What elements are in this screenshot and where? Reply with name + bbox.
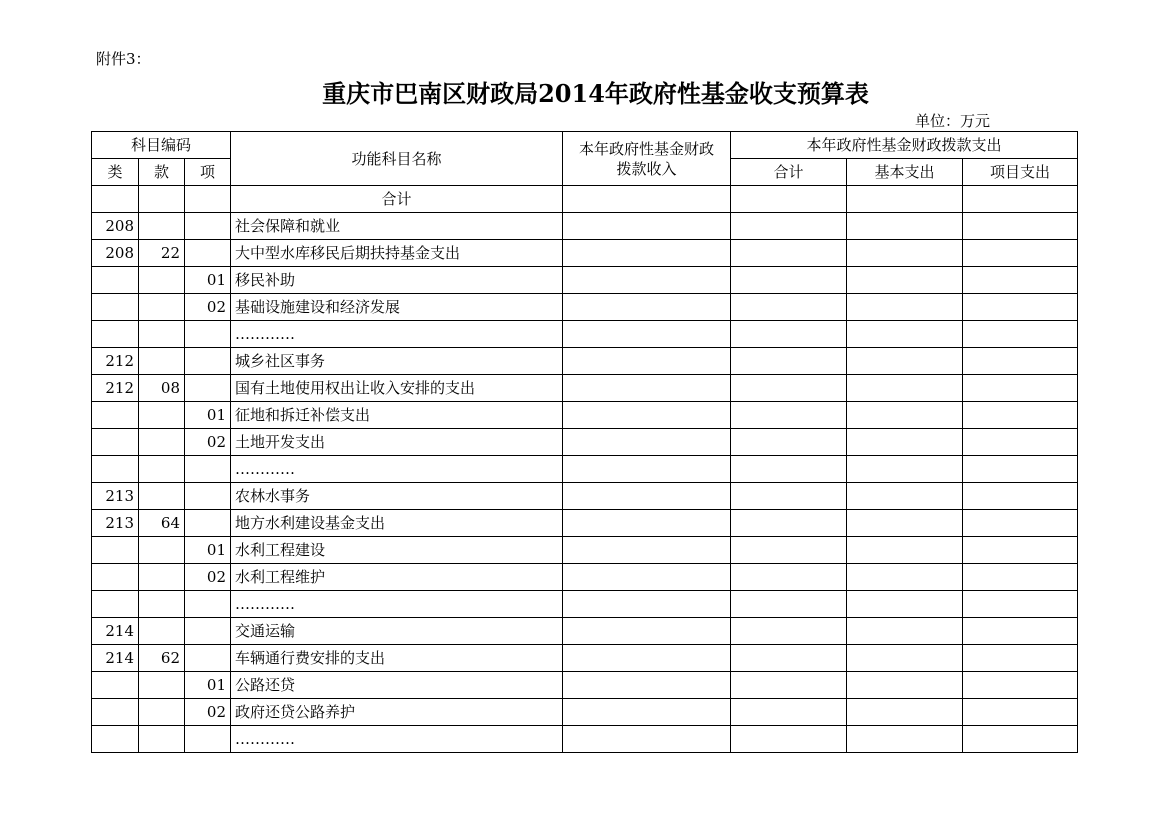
cell-xiang: 01 (185, 672, 231, 699)
cell-name: 基础设施建设和经济发展 (231, 294, 563, 321)
cell-basic (847, 375, 963, 402)
page-title: 重庆市巴南区财政局2014年政府性基金收支预算表 (322, 79, 869, 108)
cell-lei (92, 699, 139, 726)
unit-label: 单位：万元 (915, 112, 991, 130)
cell-lei (92, 537, 139, 564)
cell-project (963, 267, 1078, 294)
cell-kuan (139, 537, 185, 564)
total-row (92, 186, 1078, 213)
cell-project (963, 294, 1078, 321)
table-row (92, 402, 1078, 429)
cell-lei (92, 267, 139, 294)
cell-xiang: 02 (185, 429, 231, 456)
cell-kuan (139, 699, 185, 726)
cell-income (563, 726, 731, 753)
header-row-1 (92, 132, 1078, 159)
table-row (92, 213, 1078, 240)
header-name: 功能科目名称 (231, 132, 563, 186)
cell (185, 186, 231, 213)
table-row (92, 429, 1078, 456)
budget-table (91, 131, 1078, 753)
header-project: 项目支出 (963, 159, 1078, 186)
cell-project (963, 537, 1078, 564)
cell-lei (92, 294, 139, 321)
cell-total (731, 240, 847, 267)
cell-xiang (185, 213, 231, 240)
cell-basic (847, 483, 963, 510)
attachment-label: 附件3： (96, 50, 151, 68)
cell-total (731, 267, 847, 294)
header-xiang: 项 (185, 159, 231, 186)
cell-name: 车辆通行费安排的支出 (231, 645, 563, 672)
cell-xiang (185, 726, 231, 753)
cell-lei (92, 429, 139, 456)
cell-project (963, 618, 1078, 645)
cell-basic (847, 537, 963, 564)
cell-project (963, 321, 1078, 348)
cell-lei: 214 (92, 618, 139, 645)
cell-total (731, 483, 847, 510)
cell-kuan (139, 402, 185, 429)
cell-project (963, 402, 1078, 429)
cell-lei (92, 726, 139, 753)
cell-project (963, 213, 1078, 240)
cell-total (731, 537, 847, 564)
cell-xiang: 01 (185, 267, 231, 294)
cell (963, 186, 1078, 213)
cell-income (563, 591, 731, 618)
cell-kuan: 08 (139, 375, 185, 402)
cell-project (963, 645, 1078, 672)
cell-kuan (139, 726, 185, 753)
cell-kuan (139, 348, 185, 375)
cell-income (563, 429, 731, 456)
table-row (92, 699, 1078, 726)
cell-lei: 208 (92, 240, 139, 267)
cell-project (963, 240, 1078, 267)
header-lei: 类 (92, 159, 139, 186)
cell-income (563, 267, 731, 294)
cell-lei (92, 672, 139, 699)
cell-income (563, 510, 731, 537)
header-income: 本年政府性基金财政拨款收入 (563, 132, 731, 186)
cell-xiang: 01 (185, 402, 231, 429)
cell-kuan: 22 (139, 240, 185, 267)
cell-name: 国有土地使用权出让收入安排的支出 (231, 375, 563, 402)
cell-lei: 212 (92, 348, 139, 375)
cell-lei: 213 (92, 510, 139, 537)
cell-income (563, 456, 731, 483)
table-row (92, 564, 1078, 591)
cell-basic (847, 672, 963, 699)
header-total: 合计 (731, 159, 847, 186)
cell-income (563, 375, 731, 402)
cell-basic (847, 699, 963, 726)
cell (731, 186, 847, 213)
cell-income (563, 483, 731, 510)
header-expense-group: 本年政府性基金财政拨款支出 (731, 132, 1078, 159)
cell-income (563, 564, 731, 591)
cell-project (963, 510, 1078, 537)
cell (92, 186, 139, 213)
cell (563, 186, 731, 213)
cell-lei: 213 (92, 483, 139, 510)
table-row (92, 240, 1078, 267)
cell-name: 政府还贷公路养护 (231, 699, 563, 726)
cell-kuan (139, 672, 185, 699)
cell-xiang (185, 321, 231, 348)
cell-income (563, 321, 731, 348)
table-row (92, 375, 1078, 402)
table-row (92, 321, 1078, 348)
cell-income (563, 213, 731, 240)
cell-lei (92, 321, 139, 348)
cell-xiang: 02 (185, 294, 231, 321)
cell-lei: 214 (92, 645, 139, 672)
cell-kuan (139, 321, 185, 348)
cell-lei (92, 564, 139, 591)
cell-kuan: 64 (139, 510, 185, 537)
cell-xiang (185, 240, 231, 267)
cell-basic (847, 294, 963, 321)
cell-name: 农林水事务 (231, 483, 563, 510)
cell-total (731, 456, 847, 483)
cell-basic (847, 645, 963, 672)
cell-kuan (139, 267, 185, 294)
cell-lei (92, 402, 139, 429)
cell-name: 水利工程建设 (231, 537, 563, 564)
cell-income (563, 618, 731, 645)
cell-lei: 212 (92, 375, 139, 402)
cell-name: ………… (231, 321, 563, 348)
cell-project (963, 375, 1078, 402)
cell-total (731, 294, 847, 321)
cell-total (731, 726, 847, 753)
cell-total (731, 429, 847, 456)
cell-kuan (139, 429, 185, 456)
cell-project (963, 348, 1078, 375)
cell-project (963, 726, 1078, 753)
cell-name: ………… (231, 726, 563, 753)
cell-income (563, 537, 731, 564)
cell (847, 186, 963, 213)
total-row-label: 合计 (231, 186, 563, 213)
cell-basic (847, 726, 963, 753)
cell-basic (847, 591, 963, 618)
cell-kuan: 62 (139, 645, 185, 672)
table-row (92, 510, 1078, 537)
cell-income (563, 699, 731, 726)
cell-project (963, 429, 1078, 456)
cell-total (731, 402, 847, 429)
cell-xiang (185, 375, 231, 402)
cell-xiang (185, 348, 231, 375)
table-row (92, 456, 1078, 483)
cell-project (963, 591, 1078, 618)
cell-total (731, 591, 847, 618)
cell-basic (847, 429, 963, 456)
table-row (92, 726, 1078, 753)
cell-kuan (139, 618, 185, 645)
cell (139, 186, 185, 213)
cell-name: 交通运输 (231, 618, 563, 645)
cell-total (731, 321, 847, 348)
cell-name: 地方水利建设基金支出 (231, 510, 563, 537)
cell-name: ………… (231, 591, 563, 618)
cell-xiang (185, 456, 231, 483)
table-row (92, 672, 1078, 699)
table-row (92, 591, 1078, 618)
cell-xiang (185, 645, 231, 672)
cell-total (731, 348, 847, 375)
cell-basic (847, 564, 963, 591)
cell-income (563, 645, 731, 672)
cell-project (963, 483, 1078, 510)
cell-income (563, 402, 731, 429)
cell-name: ………… (231, 456, 563, 483)
cell-xiang: 02 (185, 699, 231, 726)
cell-name: 公路还贷 (231, 672, 563, 699)
header-kuan: 款 (139, 159, 185, 186)
cell-basic (847, 402, 963, 429)
cell-kuan (139, 294, 185, 321)
cell-project (963, 564, 1078, 591)
cell-income (563, 672, 731, 699)
table-row (92, 645, 1078, 672)
cell-kuan (139, 564, 185, 591)
cell-xiang (185, 618, 231, 645)
cell-total (731, 645, 847, 672)
table-row (92, 537, 1078, 564)
table-row (92, 483, 1078, 510)
cell-total (731, 699, 847, 726)
cell-kuan (139, 456, 185, 483)
header-code-group: 科目编码 (92, 132, 231, 159)
cell-xiang (185, 510, 231, 537)
cell-total (731, 618, 847, 645)
cell-total (731, 375, 847, 402)
table-row (92, 618, 1078, 645)
cell-xiang (185, 483, 231, 510)
cell-name: 水利工程维护 (231, 564, 563, 591)
cell-kuan (139, 591, 185, 618)
cell-name: 土地开发支出 (231, 429, 563, 456)
cell-income (563, 348, 731, 375)
cell-name: 城乡社区事务 (231, 348, 563, 375)
cell-basic (847, 321, 963, 348)
cell-basic (847, 213, 963, 240)
cell-lei (92, 591, 139, 618)
cell-lei: 208 (92, 213, 139, 240)
cell-kuan (139, 213, 185, 240)
cell-project (963, 672, 1078, 699)
cell-name: 大中型水库移民后期扶持基金支出 (231, 240, 563, 267)
cell-lei (92, 456, 139, 483)
cell-total (731, 510, 847, 537)
cell-basic (847, 267, 963, 294)
cell-basic (847, 618, 963, 645)
cell-basic (847, 348, 963, 375)
cell-name: 社会保障和就业 (231, 213, 563, 240)
cell-xiang: 02 (185, 564, 231, 591)
cell-income (563, 240, 731, 267)
cell-project (963, 699, 1078, 726)
cell-total (731, 213, 847, 240)
cell-name: 移民补助 (231, 267, 563, 294)
cell-xiang: 01 (185, 537, 231, 564)
header-basic: 基本支出 (847, 159, 963, 186)
cell-kuan (139, 483, 185, 510)
cell-total (731, 564, 847, 591)
cell-income (563, 294, 731, 321)
cell-total (731, 672, 847, 699)
cell-name: 征地和拆迁补偿支出 (231, 402, 563, 429)
table-row (92, 294, 1078, 321)
cell-project (963, 456, 1078, 483)
cell-basic (847, 456, 963, 483)
cell-basic (847, 510, 963, 537)
table-row (92, 348, 1078, 375)
cell-basic (847, 240, 963, 267)
cell-xiang (185, 591, 231, 618)
table-row (92, 267, 1078, 294)
